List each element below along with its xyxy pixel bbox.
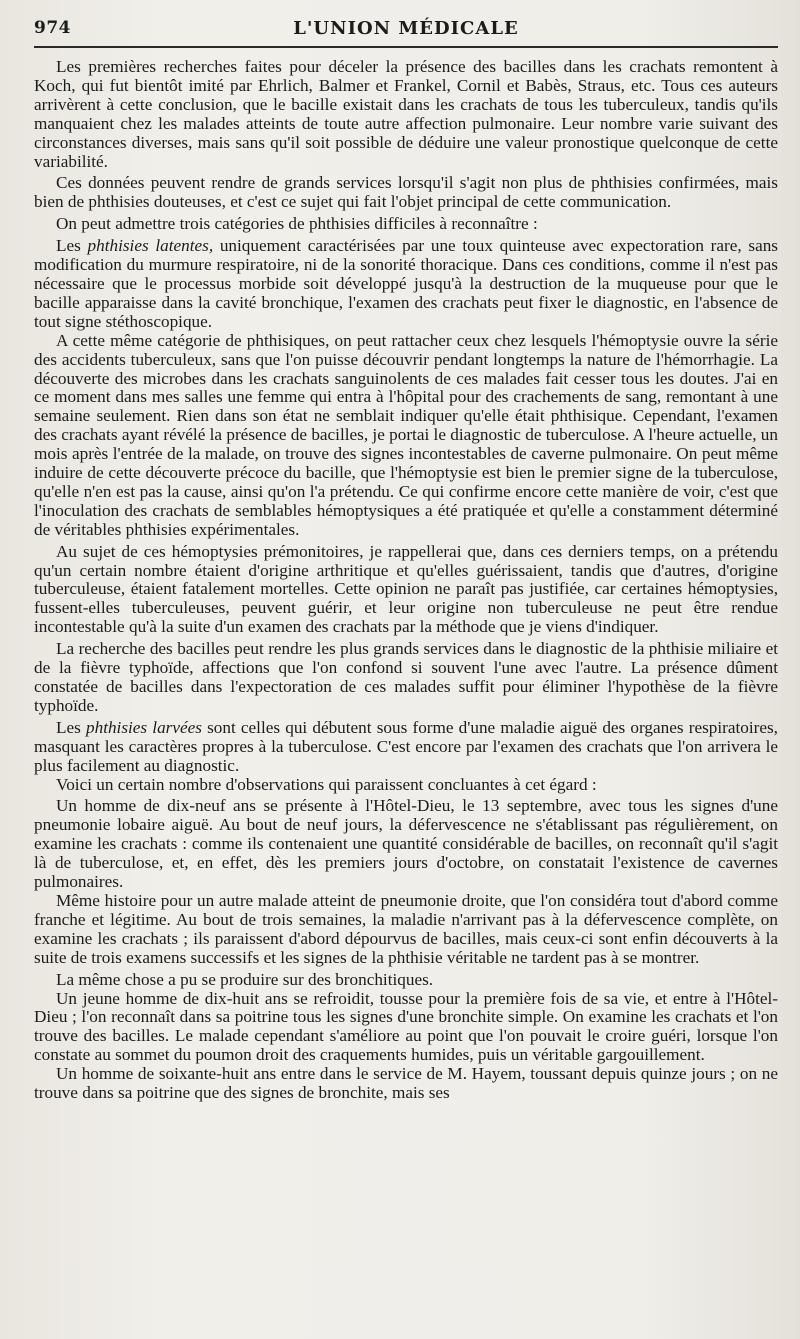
paragraph-case-pneumonia-2: Même histoire pour un autre malade atteint de pneumonie droite, que l'on considéra tout d'abord comme franche et légitime. Au bout de trois semaines, la maladie n'arrivant pas à la défervescence complète, on examine les crachats ; ils paraissent d'abord dépourvus de bacilles, mais ceux-ci sont enfin découverts à la suite de trois examens successifs et les signes de la phthisie véritable ne tardent pas à se montrer. [34,890,778,967]
paragraph-latent-phthisis: Les phthisies latentes, uniquement caractérisées par une toux quinteuse avec expectoration rare, sans modification du murmure respiratoire, ni de la sonorité thoracique. Dans ces conditions, comme il n'est pas nécessaire que le processus morbide soit développé jusqu'à la destruction de la muqueuse pour que le bacille apparaisse dans la cavité bronchique, l'examen des crachats peut fixer le diagnostic, en l'absence de tout signe stéthoscopique. [34,236,778,331]
paragraph-intro-koch: Les premières recherches faites pour déceler la présence des bacilles dans les crachats remontent à Koch, qui fut bientôt imité par Ehrlich, Balmer et Frankel, Cornil et Babès, Straus, etc. Tous ces auteurs arrivèrent à cette conclusion, que le bacille existait dans les crachats de tous les tuberculeux, tandis qu'ils manquaient chez les malades atteints de toute autre affection pulmonaire. Leur nombre varie suivant des circonstances diverses, mais sans qu'il soit possible de déduire une valeur pronostique quelconque de cette variabilité. [34,57,778,171]
paragraph-bronchitis-intro: La même chose a pu se produire sur des bronchitiques. [56,969,434,989]
paragraph-case-bronchitis-1: Un jeune homme de dix-huit ans se refroidit, tousse pour la première fois de sa vie, et entre à l'Hôtel-Dieu ; l'on reconnaît dans sa poitrine tous les signes d'une bronchite simple. On examine les crachats et l'on trouve des bacilles. Le malade cependant s'améliore au point que l'on pouvait le croire guéri, lorsque l'on constate au sommet du poumon droit des craquements humides, puis un véritable gargouillement. [34,988,778,1065]
running-title: L'UNION MÉDICALE [293,18,519,39]
italic-term: phthisies larvées [86,717,202,737]
paragraph-hemoptysis: A cette même catégorie de phthisiques, on peut rattacher ceux chez lesquels l'hémoptysie ouvre la série des accidents tuberculeux, sans que l'on puisse découvrir pendant longtemps la nature de l'hémorrhagie. La découverte des microbes dans les crachats sanguinolents de ces malades fait cesser tous les doutes. J'ai en ce moment dans mes salles une femme qui entra à l'hôpital pour des crachements de sang, remontant à une semaine seulement. Rien dans son état ne semblait indiquer qu'elle était phthisique. Cependant, l'examen des crachats ayant révélé la présence de bacilles, je portai le diagnostic de tuberculose. A l'heure actuelle, un mois après l'entrée de la malade, on trouve des signes incontestables de caverne pulmonaire. On peut même induire de cette découverte précoce du bacille, que l'hémoptysie est bien le premier signe de la tuberculose, qu'elle n'en est pas la cause, ainsi qu'on l'a prétendu. Ce qui confirme encore cette manière de voir, c'est que l'inoculation des crachats de semblables hémoptysiques a été pratiquée et qu'elle a constamment déterminé de véritables phthisies expérimentales. [34,330,778,539]
paragraph-case-bronchitis-2: Un homme de soixante-huit ans entre dans le service de M. Hayem, toussant depuis quinze jours ; on ne trouve dans sa poitrine que des signes de bronchite, mais ses [34,1064,778,1103]
paragraph-premonitory-hemoptysis: Au sujet de ces hémoptysies prémonitoires, je rappellerai que, dans ces derniers temps, on a prétendu qu'un certain nombre étaient d'origine arthritique et qu'elles guérissaient, tandis que d'autres, d'origine tuberculeuse, étaient fatalement mortelles. Cette opinion ne paraît pas justifiée, car certaines hémoptysies, fussent-elles tuberculeuses, peuvent guérir, et leur origine non tuberculeuse ne peut être rendue incontestable qu'à la suite d'un examen des crachats par la méthode que je viens d'indiquer. [34,541,778,637]
paragraph-masked-phthisis: Les phthisies larvées sont celles qui débutent sous forme d'une maladie aiguë des organes respiratoires, masquant les caractères propres à la tuberculose. C'est encore par l'examen des crachats que l'on arrivera le plus facilement au diagnostic. [34,717,778,775]
paragraph-observations-intro: Voici un certain nombre d'observations qui paraissent concluantes à cet égard : [56,774,597,794]
page-number: 974 [34,18,71,38]
paragraph-doubtful-phthisis: Ces données peuvent rendre de grands services lorsqu'il s'agit non plus de phthisies confirmées, mais bien de phthisies douteuses, et c'est ce sujet qui fait l'objet principal de cette communication. [34,173,778,212]
paragraph-three-categories: On peut admettre trois catégories de phthisies difficiles à reconnaître : [56,214,538,234]
article-body [34,58,778,1103]
paragraph-case-pneumonia-1: Un homme de dix-neuf ans se présente à l'Hôtel-Dieu, le 13 septembre, avec tous les signes d'une pneumonie lobaire aiguë. Au bout de neuf jours, la défervescence ne s'établissant pas régulièrement, on examine les crachats : comme ils contenaient une quantité considérable de bacilles, on reconnaît qu'il s'agit là de tuberculose, et, en effet, dès les premiers jours d'octobre, on constatait l'existence de cavernes pulmonaires. [34,796,778,892]
italic-term: phthisies latentes, [87,236,214,256]
page-header [34,18,778,48]
paragraph-miliary-typhoid: La recherche des bacilles peut rendre les plus grands services dans le diagnostic de la phthisie miliaire et de la fièvre typhoïde, affections que l'on confond si souvent l'une avec l'autre. La présence dûment constatée de bacilles dans l'expectoration de ces malades suffit pour éliminer l'hypothèse de la fièvre typhoïde. [34,639,778,715]
